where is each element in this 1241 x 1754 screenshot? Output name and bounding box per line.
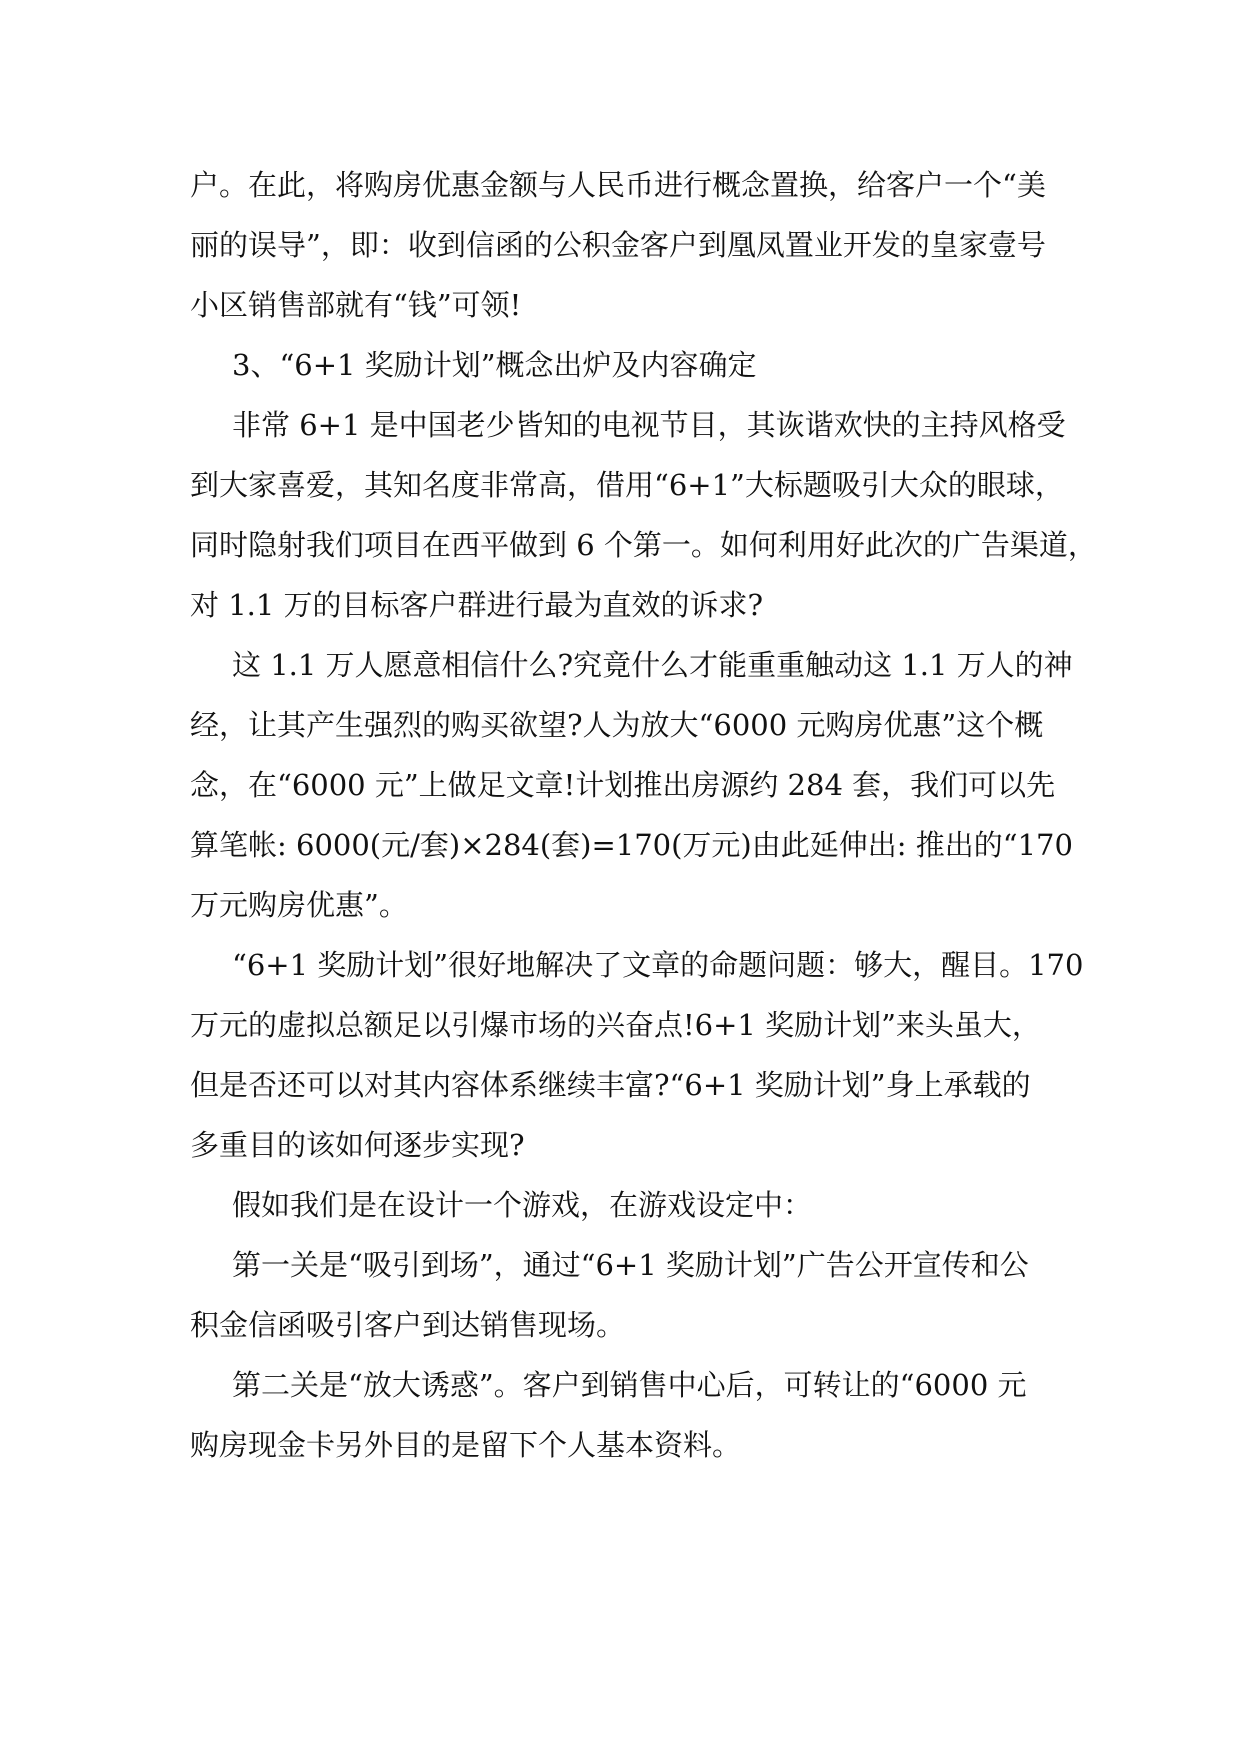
body-text — [190, 155, 1097, 1475]
text-line: 这 1.1 万人愿意相信什么?究竟什么才能重重触动这 1.1 万人的神 — [232, 648, 1073, 682]
text-line: 但是否还可以对其内容体系继续丰富?“6+1 奖励计划”身上承载的 — [190, 1068, 1031, 1102]
text-line: 第二关是“放大诱惑”。客户到销售中心后，可转让的“6000 元 — [232, 1368, 1027, 1402]
text-line: 算笔帐: 6000(元/套)×284(套)=170(万元)由此延伸出: 推出的“170 — [190, 828, 1073, 862]
text-line: 3、“6+1 奖励计划”概念出炉及内容确定 — [232, 348, 757, 382]
text-line: 丽的误导”，即：收到信函的公积金客户到凰凤置业开发的皇家壹号 — [190, 228, 1046, 262]
text-line: 假如我们是在设计一个游戏，在游戏设定中： — [232, 1188, 813, 1222]
text-line: 念，在“6000 元”上做足文章!计划推出房源约 284 套，我们可以先 — [190, 768, 1056, 802]
text-line: 对 1.1 万的目标客户群进行最为直效的诉求? — [190, 588, 764, 622]
text-line: 经，让其产生强烈的购买欲望?人为放大“6000 元购房优惠”这个概 — [190, 708, 1044, 742]
text-line: 万元的虚拟总额足以引爆市场的兴奋点!6+1 奖励计划”来头虽大， — [190, 1008, 1041, 1042]
text-line: 万元购房优惠”。 — [190, 888, 408, 922]
text-line: “6+1 奖励计划”很好地解决了文章的命题问题：够大，醒目。170 — [232, 948, 1084, 982]
text-line: 积金信函吸引客户到达销售现场。 — [190, 1308, 626, 1342]
text-line: 购房现金卡另外目的是留下个人基本资料。 — [190, 1428, 742, 1462]
text-line: 到大家喜爱，其知名度非常高，借用“6+1”大标题吸引大众的眼球， — [190, 468, 1064, 502]
text-line: 小区销售部就有“钱”可领! — [190, 288, 522, 322]
text-line: 同时隐射我们项目在西平做到 6 个第一。如何利用好此次的广告渠道， — [190, 528, 1097, 562]
text-line: 非常 6+1 是中国老少皆知的电视节目，其诙谐欢快的主持风格受 — [232, 408, 1066, 442]
text-line: 多重目的该如何逐步实现? — [190, 1128, 525, 1162]
text-line: 第一关是“吸引到场”，通过“6+1 奖励计划”广告公开宣传和公 — [232, 1248, 1029, 1282]
text-line: 户。在此，将购房优惠金额与人民币进行概念置换，给客户一个“美 — [190, 168, 1046, 202]
